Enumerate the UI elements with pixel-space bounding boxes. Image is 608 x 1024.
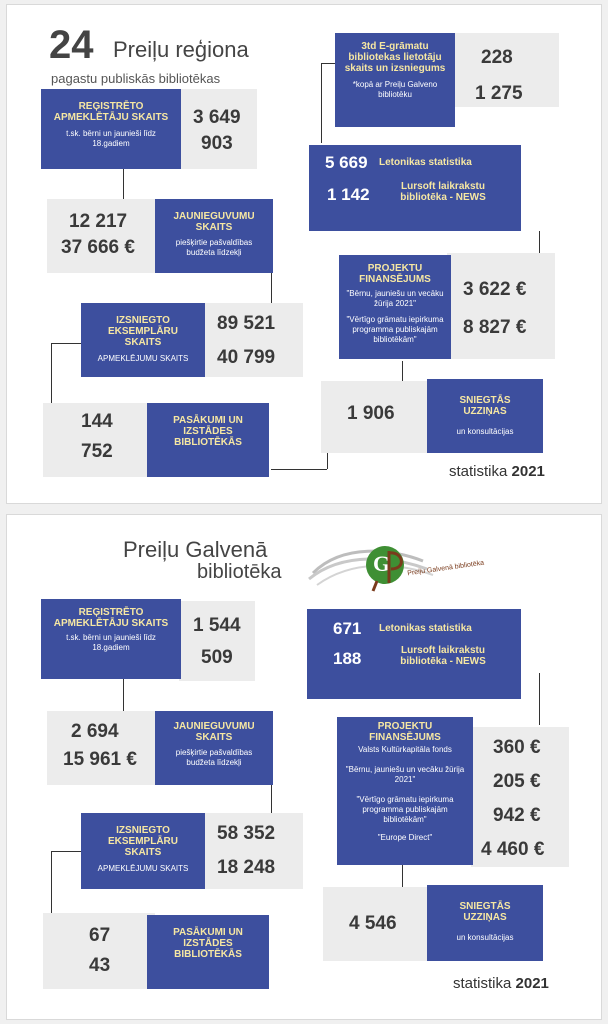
databases-label-lursoft: Lursoft laikrakstu bibliotēka - NEWS	[400, 181, 486, 203]
main-registered-values-box	[179, 601, 255, 681]
connector-line	[51, 343, 52, 407]
main-projects-header: PROJEKTU FINANSĒJUMS	[369, 721, 441, 743]
projects-line-1: "Bērnu, jauniešu un vecāku žūrija 2021"	[346, 289, 444, 308]
main-loans-card	[81, 813, 205, 889]
connector-line	[271, 469, 327, 470]
inquiries-card	[427, 379, 543, 453]
ebooks-value-users: 228	[481, 47, 513, 68]
registered-values-box	[179, 89, 257, 169]
registered-header: REĢISTRĒTO APMEKLĒTĀJU SKAITS	[53, 101, 169, 123]
region-subtitle: pagastu publiskās bibliotēkas	[51, 71, 221, 86]
loans-header: IZSNIEGTO EKSEMPLĀRU SKAITS	[107, 315, 178, 348]
ebooks-card	[335, 33, 455, 127]
connector-line	[123, 677, 124, 713]
main-acquisitions-value-count: 2 694	[71, 721, 119, 742]
main-registered-value-youth: 509	[201, 647, 233, 668]
main-databases-note: *abonētās datubāzes	[7, 515, 83, 524]
loans-subtext: APMEKLĒJUMU SKAITS	[97, 354, 189, 363]
connector-line	[51, 851, 81, 852]
main-registered-subtext: t.sk. bērni un jaunieši līdz 18.gadiem	[66, 633, 156, 652]
main-projects-value-3: 942 €	[493, 805, 541, 826]
projects-line-2: "Vērtīgo grāmatu iepirkuma programma publiskajām bibliotēkām"	[346, 315, 444, 344]
projects-header: PROJEKTU FINANSĒJUMS	[359, 263, 431, 285]
main-events-header: PASĀKUMI UN IZSTĀDES BIBLIOTĒKĀS	[173, 927, 243, 960]
connector-line	[327, 451, 328, 469]
main-events-card	[147, 915, 269, 989]
main-inquiries-value: 4 546	[349, 913, 397, 934]
acquisitions-card	[155, 199, 273, 273]
main-acquisitions-subtext: piešķirtie pašvaldības budžeta līdzekļi	[175, 748, 253, 767]
main-loans-subtext: APMEKLĒJUMU SKAITS	[97, 864, 189, 873]
projects-value-1: 3 622 €	[463, 279, 527, 300]
acquisitions-header: JAUNIEGUVUMU SKAITS	[173, 211, 255, 233]
main-events-value-exhibitions: 43	[89, 955, 111, 976]
main-projects-value-1: 360 €	[493, 737, 541, 758]
main-registered-card	[41, 599, 181, 679]
main-projects-value-2: 205 €	[493, 771, 541, 792]
main-title-line1: Preiļu Galvenā	[123, 537, 268, 562]
main-projects-line-2: "Vērtīgo grāmatu iepirkuma programma publiskajām bibliotēkām"	[356, 795, 454, 824]
main-projects-line-0: Valsts Kultūrkapitāla fonds	[358, 745, 452, 754]
main-library-panel	[6, 514, 602, 1020]
main-loans-header: IZSNIEGTO EKSEMPLĀRU SKAITS	[107, 825, 178, 858]
projects-card	[339, 255, 451, 359]
registered-value-youth: 903	[201, 133, 233, 154]
main-footer-word: statistika	[453, 975, 512, 992]
databases-label-letonika: Letonikas statistika	[379, 157, 472, 168]
connector-line	[539, 673, 540, 725]
region-footer	[449, 463, 545, 480]
main-acquisitions-value-budget: 15 961 €	[63, 749, 137, 770]
main-registered-value-total: 1 544	[193, 615, 241, 636]
registered-card	[41, 89, 181, 169]
main-acquisitions-card	[155, 711, 273, 785]
events-card	[147, 403, 269, 477]
registered-value-total: 3 649	[193, 107, 241, 128]
logo-text: Preiļu Galvenā bibliotēka	[406, 559, 485, 578]
connector-line	[402, 361, 403, 383]
loans-card	[81, 303, 205, 377]
main-loans-value-visits: 18 248	[217, 857, 276, 878]
ebooks-note: *kopā ar Preiļu Galveno bibliotēku	[352, 80, 438, 99]
connector-line	[51, 343, 83, 344]
main-acquisitions-header: JAUNIEGUVUMU SKAITS	[173, 721, 255, 743]
main-title-line2: bibliotēka	[197, 561, 282, 583]
registered-subtext: t.sk. bērni un jaunieši līdz 18.gadiem	[66, 129, 156, 148]
main-projects-line-1: "Bērnu, jauniešu un vecāku žūrija 2021"	[345, 765, 465, 784]
svg-text:G: G	[373, 551, 391, 576]
main-projects-card	[337, 717, 473, 865]
inquiries-value: 1 906	[347, 403, 395, 424]
main-loans-value-items: 58 352	[217, 823, 276, 844]
connector-line	[321, 63, 322, 143]
projects-value-2: 8 827 €	[463, 317, 527, 338]
main-inquiries-card	[427, 885, 543, 961]
main-databases-value-letonika: 671	[333, 619, 362, 638]
events-header: PASĀKUMI UN IZSTĀDES BIBLIOTĒKĀS	[173, 415, 243, 448]
connector-line	[51, 851, 52, 913]
main-projects-line-3: "Europe Direct"	[377, 833, 433, 842]
loans-value-visits: 40 799	[217, 347, 276, 368]
region-title-number: 24	[49, 23, 94, 67]
main-projects-value-4: 4 460 €	[481, 839, 545, 860]
main-footer-year: 2021	[515, 975, 549, 992]
inquiries-subtext: un konsultācijas	[456, 427, 514, 436]
events-value-count: 144	[81, 411, 113, 432]
databases-note: *abonētās datubāzes	[7, 5, 83, 14]
region-footer-year: 2021	[511, 463, 545, 480]
inquiries-header: SNIEGTĀS UZZIŅAS	[459, 395, 511, 417]
region-title-text: Preiļu reģiona	[113, 37, 249, 62]
acquisitions-value-count: 12 217	[69, 211, 128, 232]
connector-line	[321, 63, 335, 64]
region-footer-word: statistika	[449, 463, 508, 480]
main-inquiries-header: SNIEGTĀS UZZIŅAS	[459, 901, 511, 923]
region-panel	[6, 4, 602, 504]
main-databases-label-lursoft: Lursoft laikrakstu bibliotēka - NEWS	[400, 645, 486, 667]
connector-line	[402, 865, 403, 887]
acquisitions-value-budget: 37 666 €	[61, 237, 135, 258]
acquisitions-subtext: piešķirtie pašvaldības budžeta līdzekļi	[175, 238, 253, 257]
loans-value-items: 89 521	[217, 313, 276, 334]
databases-value-letonika: 5 669	[325, 153, 368, 172]
main-registered-header: REĢISTRĒTO APMEKLĒTĀJU SKAITS	[53, 607, 169, 629]
projects-values-box	[447, 253, 555, 359]
main-inquiries-subtext: un konsultācijas	[456, 933, 514, 942]
main-events-value-count: 67	[89, 925, 111, 946]
ebooks-value-loans: 1 275	[475, 83, 523, 104]
databases-value-lursoft: 1 142	[327, 185, 370, 204]
main-databases-label-letonika: Letonikas statistika	[379, 623, 472, 634]
main-databases-value-lursoft: 188	[333, 649, 362, 668]
library-logo	[303, 529, 503, 599]
connector-line	[123, 165, 124, 203]
events-value-exhibitions: 752	[81, 441, 113, 462]
main-footer	[453, 975, 549, 992]
ebooks-header: 3td E-grāmatu bibliotekas lietotāju skaits un izsniegums	[344, 41, 446, 74]
